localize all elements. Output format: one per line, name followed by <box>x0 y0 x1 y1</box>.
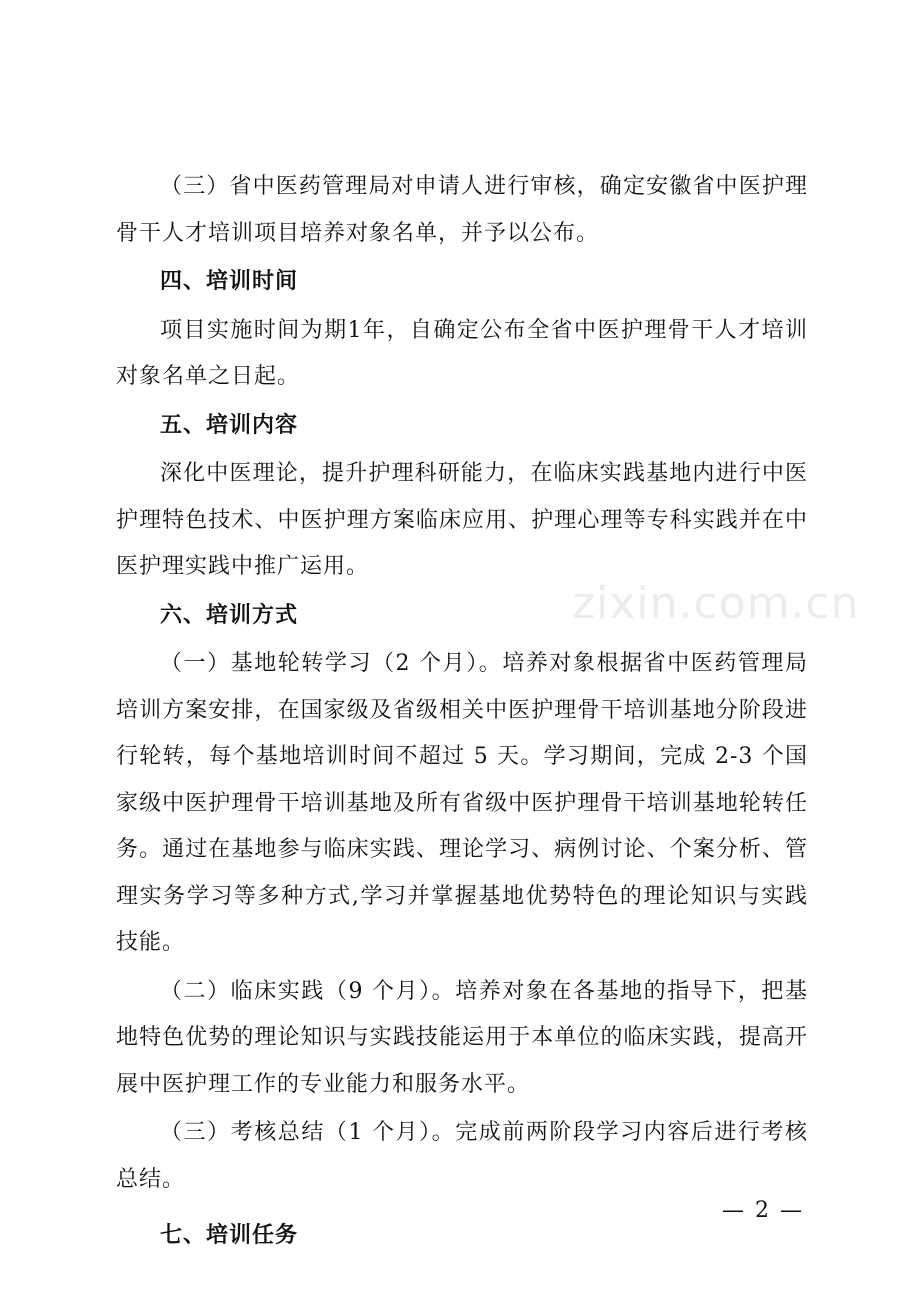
page-number: — 2 — <box>722 1198 804 1223</box>
paragraph-training-content: 深化中医理论，提升护理科研能力，在临床实践基地内进行中医护理特色技术、中医护理方案临床应用、护理心理等专科实践并在中医护理实践中推广运用。 <box>116 461 808 579</box>
heading-training-time: 四、培训时间 <box>160 269 299 294</box>
heading-training-tasks: 七、培训任务 <box>160 1223 299 1248</box>
paragraph-training-time: 项目实施时间为期1年，自确定公布全省中医护理骨干人才培训对象名单之日起。 <box>116 317 808 389</box>
paragraph-rotation: （一）基地轮转学习（2 个月）。培养对象根据省中医药管理局培训方案安排，在国家级及省级相关中医护理骨干培训基地分阶段进行轮转，每个基地培训时间不超过 5 天。学习期间，完成 2-3 个国家级中医护理骨干培训基地及所有省级中医护理骨干培训基地轮转任务。通过在基地参与临床实践、理论学习、病例讨论、个案分析、管理实务学习等多种方式,学习并掌握基地优势特色的理论知识与实践技能。 <box>116 651 808 955</box>
watermark-text: zixin.com.cn <box>572 578 860 629</box>
heading-training-content: 五、培训内容 <box>160 412 299 438</box>
paragraph-clinical-practice: （二）临床实践（9 个月）。培养对象在各基地的指导下，把基地特色优势的理论知识与实践技能运用于本单位的临床实践，提高开展中医护理工作的专业能力和服务水平。 <box>116 978 808 1097</box>
paragraph-review: （三）省中医药管理局对申请人进行审核，确定安徽省中医护理骨干人才培训项目培养对象名单，并予以公布。 <box>116 174 808 246</box>
heading-training-method: 六、培训方式 <box>160 602 299 628</box>
paragraph-assessment: （三）考核总结（1 个月）。完成前两阶段学习内容后进行考核总结。 <box>116 1120 808 1192</box>
document-body <box>116 164 808 1260</box>
